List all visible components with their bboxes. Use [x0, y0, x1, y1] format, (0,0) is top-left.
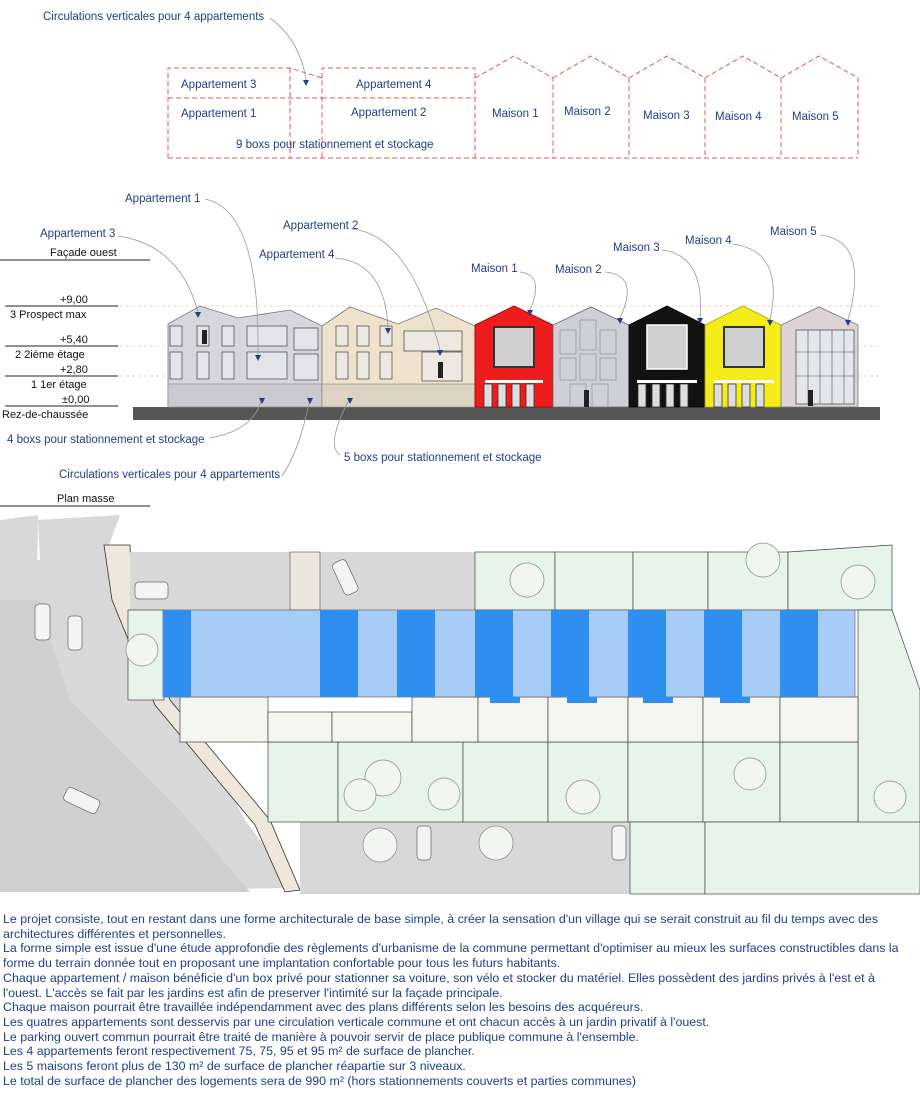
callout-label: Maison 5: [770, 226, 817, 238]
description-paragraph: Le projet consiste, tout en restant dans une forme architecturale de base simple, à créer la sensation d'un village qui se serait construit au fil du temps avec des architectures différentes et personnelles.: [3, 912, 879, 941]
arrow-marker: [303, 80, 309, 86]
callout-label: 4 boxs pour stationnement et stockage: [7, 434, 205, 446]
boxes-label: 9 boxs pour stationnement et stockage: [236, 139, 434, 151]
description-paragraph: Le parking ouvert commun pourrait être traité de manière à pouvoir servir de place publique commune à l'ensemble.: [3, 1029, 640, 1044]
callout-label: Maison 2: [555, 264, 602, 276]
unit-label: Appartement 2: [351, 107, 427, 119]
description-paragraph: Les 4 appartements feront respectivement 75, 75, 95 et 95 m² de surface de plancher.: [3, 1044, 475, 1059]
leader-line: [270, 18, 306, 80]
callout-label: 5 boxs pour stationnement et stockage: [344, 452, 542, 464]
unit-label: Appartement 4: [356, 79, 432, 91]
level-name: 1 1er étage: [31, 379, 87, 391]
ground-slab: [133, 407, 880, 420]
callout-label: Appartement 2: [283, 220, 359, 232]
unit-label: Maison 1: [492, 108, 539, 120]
unit-label: Appartement 1: [181, 108, 257, 120]
unit-label: Maison 3: [643, 110, 690, 122]
level-value: +9,00: [60, 294, 88, 306]
circulation-label-top: Circulations verticales pour 4 appartements: [43, 11, 265, 23]
unit-label: Maison 2: [564, 106, 611, 118]
callout-label: Appartement 1: [125, 193, 201, 205]
callout-label: Appartement 4: [259, 249, 335, 261]
callout-label: Maison 1: [471, 263, 518, 275]
callout-label: Appartement 3: [40, 228, 116, 240]
description-paragraph: Le total de surface de plancher des logements sera de 990 m² (hors stationnements couverts et parties communes): [3, 1073, 636, 1088]
level-value: ±0,00: [62, 394, 90, 406]
building-maison-1: [475, 306, 553, 407]
unit-label: Appartement 3: [181, 79, 257, 91]
unit-label: Maison 4: [715, 111, 762, 123]
level-name: Rez-de-chaussée: [2, 409, 89, 421]
site-plan: [0, 515, 920, 894]
facade-title: Façade ouest: [50, 247, 117, 259]
building-apartments-west: [168, 306, 322, 407]
level-name: 3 Prospect max: [10, 309, 87, 321]
description-paragraph: Chaque appartement / maison bénéficie d'un box privé pour stationner sa voiture, son vélo et stocker du matériel. Elles possèdent des jardins privés à l'est et à l'ouest. L'accès se fait par les jardins est afin de preserver l'intimité sur la façade principale.: [3, 970, 875, 1000]
building-maison-3: [629, 306, 705, 407]
person-figure: [438, 362, 443, 378]
description-paragraph: Les 5 maisons feront plus de 130 m² de surface de plancher réapartie sur 3 niveaux.: [3, 1059, 466, 1074]
description-paragraph: La forme simple est issue d'une étude approfondie des règlements d'urbanisme de la commune permettant d'optimiser au mieux les surfaces constructibles dans la forme du terrain donnée tout en proposant une implantation confortable pour tous les futurs habitants.: [3, 941, 899, 971]
description-paragraph: Les quatres appartements sont desservis par une circulation verticale commune et ont chacun accès à un jardin privatif à l'ouest.: [3, 1014, 710, 1029]
level-value: +2,80: [60, 364, 88, 376]
building-maison-2: [553, 307, 629, 407]
callout-label: Maison 3: [613, 242, 660, 254]
project-description: [3, 912, 915, 1088]
callout-label: Maison 4: [685, 235, 732, 247]
plan-masse-title: Plan masse: [57, 493, 115, 505]
level-name: 2 2ième étage: [15, 349, 85, 361]
callout-label: Circulations verticales pour 4 appartements: [59, 469, 281, 481]
building-apartments-east: [322, 307, 475, 407]
description-paragraph: Chaque maison pourrait être travaillée indépendamment avec des plans différents selon les besoins des acquéreurs.: [3, 1000, 644, 1015]
level-value: +5,40: [60, 334, 88, 346]
person-figure: [202, 330, 207, 344]
unit-label: Maison 5: [792, 111, 839, 123]
